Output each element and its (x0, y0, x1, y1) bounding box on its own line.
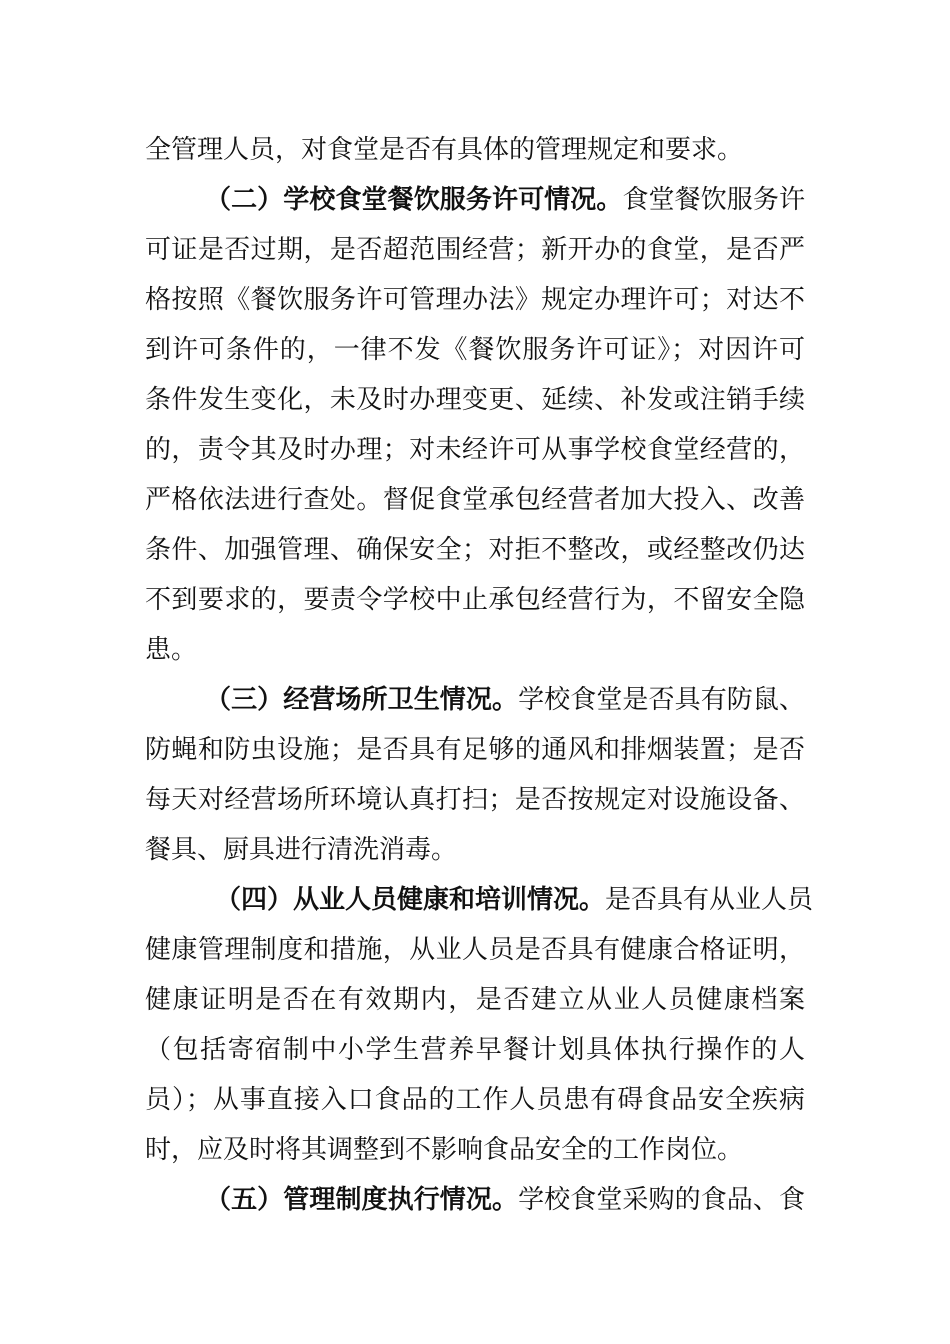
text-line: 不到要求的，要责令学校中止承包经营行为，不留安全隐 (145, 585, 805, 615)
text-line: 可证是否过期，是否超范围经营；新开办的食堂，是否严 (145, 235, 805, 265)
text-run: 学校食堂是否具有防鼠、 (518, 685, 805, 715)
text-line: 的，责令其及时办理；对未经许可从事学校食堂经营的， (145, 435, 805, 465)
text-run: 学校食堂采购的食品、食 (518, 1185, 805, 1215)
text-line: （包括寄宿制中小学生营养早餐计划具体执行操作的人 (145, 1035, 805, 1065)
text-run: 是否具有从业人员 (605, 885, 814, 915)
text-line: 条件发生变化，未及时办理变更、延续、补发或注销手续 (145, 385, 805, 415)
text-line: 健康证明是否在有效期内，是否建立从业人员健康档案 (145, 985, 805, 1015)
text-line: 到许可条件的，一律不发《餐饮服务许可证》；对因许可 (145, 335, 805, 365)
text-line: 患。 (145, 635, 198, 665)
section-heading-line (205, 1180, 805, 1220)
section-heading: （四）从业人员健康和培训情况。 (215, 885, 606, 915)
text-line: 格按照《餐饮服务许可管理办法》规定办理许可；对达不 (145, 285, 805, 315)
section-heading-line (205, 180, 805, 220)
section-heading: （二）学校食堂餐饮服务许可情况。 (205, 185, 623, 215)
text-line: 时，应及时将其调整到不影响食品安全的工作岗位。 (145, 1135, 744, 1165)
text-line: 严格依法进行查处。督促食堂承包经营者加大投入、改善 (145, 485, 805, 515)
section-heading: （五）管理制度执行情况。 (205, 1185, 519, 1215)
text-line: 条件、加强管理、确保安全；对拒不整改，或经整改仍达 (145, 535, 805, 565)
text-line: 防蝇和防虫设施；是否具有足够的通风和排烟装置；是否 (145, 735, 805, 765)
text-line: 餐具、厨具进行清洗消毒。 (145, 835, 458, 865)
text-line: 全管理人员，对食堂是否有具体的管理规定和要求。 (145, 135, 744, 165)
text-line: 员）；从事直接入口食品的工作人员患有碍食品安全疾病 (145, 1085, 805, 1115)
section-heading-line (205, 680, 805, 720)
text-line: 每天对经营场所环境认真打扫；是否按规定对设施设备、 (145, 785, 805, 815)
text-run: 食堂餐饮服务许 (622, 185, 805, 215)
section-heading: （三）经营场所卫生情况。 (205, 685, 519, 715)
text-line: 健康管理制度和措施，从业人员是否具有健康合格证明， (145, 935, 805, 965)
section-heading-line (215, 880, 814, 920)
